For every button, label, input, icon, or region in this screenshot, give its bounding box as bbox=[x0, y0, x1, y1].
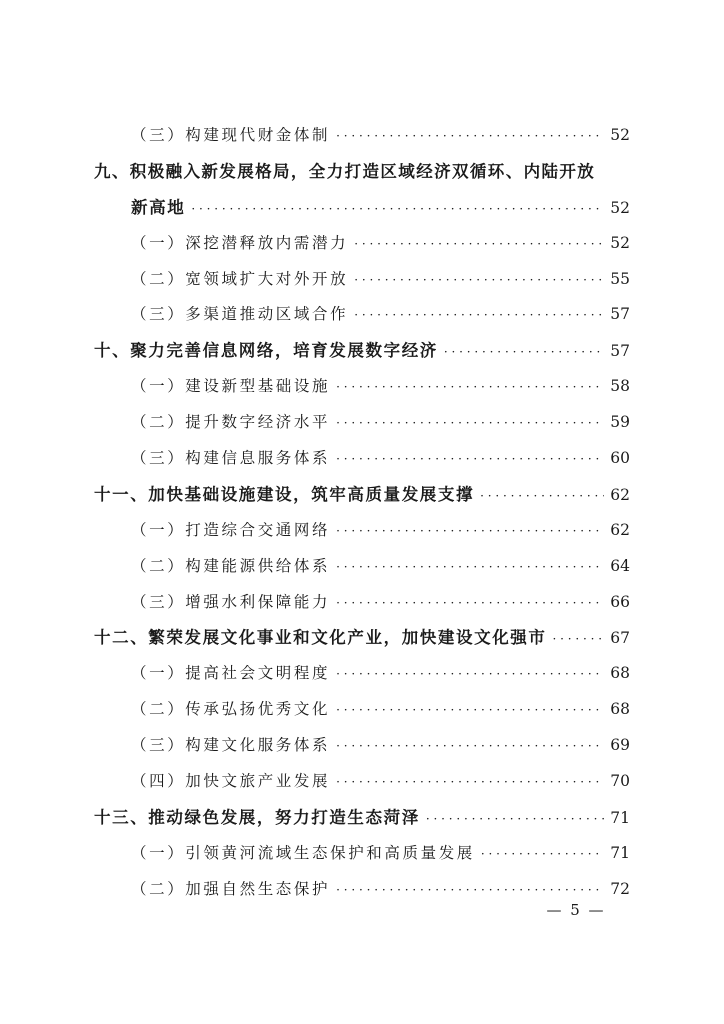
toc-dot-leader bbox=[336, 441, 604, 478]
toc-chapter-entry-continuation[interactable] bbox=[94, 190, 630, 226]
toc-subsection-entry[interactable] bbox=[94, 764, 630, 800]
toc-subsection-entry[interactable] bbox=[94, 405, 630, 441]
toc-page-number: 59 bbox=[610, 413, 630, 432]
toc-subsection-entry[interactable] bbox=[94, 369, 630, 405]
toc-page-number: 57 bbox=[610, 305, 630, 324]
toc-dot-leader bbox=[354, 226, 604, 263]
toc-chapter-entry[interactable] bbox=[94, 620, 630, 656]
toc-page-number: 58 bbox=[610, 377, 630, 396]
toc-entry-title: 十一、加快基础设施建设，筑牢高质量发展支撑 bbox=[94, 484, 475, 504]
toc-dot-leader bbox=[336, 656, 604, 693]
toc-page-number: 68 bbox=[610, 700, 630, 719]
toc-entry-title: 新高地 bbox=[131, 197, 186, 217]
toc-entry-title: 十、聚力完善信息网络，培育发展数字经济 bbox=[94, 341, 438, 361]
toc-dot-leader bbox=[336, 692, 604, 729]
toc-subsection-entry[interactable] bbox=[94, 226, 630, 262]
toc-page-number: 52 bbox=[610, 233, 630, 252]
toc-entry-title: （一）提高社会文明程度 bbox=[131, 664, 331, 683]
toc-entry-title: （三）多渠道推动区域合作 bbox=[131, 305, 349, 324]
toc-entry-title: （三）构建信息服务体系 bbox=[131, 449, 331, 468]
toc-entry-title: （四）加快文旅产业发展 bbox=[131, 772, 331, 791]
toc-page-number: 64 bbox=[610, 556, 630, 575]
toc-page-number: 70 bbox=[610, 772, 630, 791]
toc-dot-leader bbox=[354, 262, 604, 299]
toc-entry-title: （一）深挖潜释放内需潜力 bbox=[131, 233, 349, 252]
toc-chapter-entry[interactable] bbox=[94, 477, 630, 513]
toc-page-number: 67 bbox=[610, 629, 630, 648]
toc-page-number: 71 bbox=[610, 808, 630, 827]
table-of-contents bbox=[94, 118, 630, 908]
toc-entry-title: （一）引领黄河流域生态保护和高质量发展 bbox=[131, 843, 475, 862]
toc-entry-title: （二）构建能源供给体系 bbox=[131, 556, 331, 575]
toc-dot-leader bbox=[336, 405, 604, 442]
toc-entry-title: （三）构建现代财金体制 bbox=[131, 126, 331, 144]
toc-page-number: 62 bbox=[610, 485, 630, 504]
toc-dot-leader bbox=[481, 836, 604, 873]
toc-page-number: 69 bbox=[610, 736, 630, 755]
toc-page-number: 71 bbox=[610, 843, 630, 862]
toc-page-number: 57 bbox=[610, 342, 630, 361]
toc-entry-title: （二）加强自然生态保护 bbox=[131, 879, 331, 898]
toc-subsection-entry[interactable] bbox=[94, 297, 630, 333]
toc-chapter-entry[interactable] bbox=[94, 333, 630, 369]
toc-subsection-entry[interactable] bbox=[94, 836, 630, 872]
toc-dot-leader bbox=[191, 190, 604, 228]
toc-subsection-entry[interactable] bbox=[94, 656, 630, 692]
toc-dot-leader bbox=[336, 369, 604, 406]
toc-subsection-entry[interactable] bbox=[94, 728, 630, 764]
toc-dot-leader bbox=[336, 728, 604, 765]
toc-dot-leader bbox=[426, 800, 604, 838]
toc-page-number: 62 bbox=[610, 520, 630, 539]
toc-dot-leader bbox=[354, 297, 604, 334]
toc-entry-title: 十三、推动绿色发展，努力打造生态菏泽 bbox=[94, 807, 420, 827]
toc-chapter-entry[interactable] bbox=[94, 154, 630, 190]
toc-entry-title: 十二、繁荣发展文化事业和文化产业，加快建设文化强市 bbox=[94, 628, 547, 648]
toc-subsection-entry[interactable] bbox=[94, 262, 630, 298]
toc-dot-leader bbox=[444, 333, 604, 371]
toc-subsection-entry[interactable] bbox=[94, 692, 630, 728]
toc-subsection-entry[interactable] bbox=[94, 441, 630, 477]
toc-dot-leader bbox=[336, 585, 604, 622]
toc-page-number: 55 bbox=[610, 269, 630, 288]
toc-page-number: 72 bbox=[610, 879, 630, 898]
toc-entry-title: （二）宽领域扩大对外开放 bbox=[131, 269, 349, 288]
toc-dot-leader bbox=[553, 620, 605, 658]
toc-entry-title: （三）构建文化服务体系 bbox=[131, 736, 331, 755]
toc-dot-leader bbox=[336, 549, 604, 586]
toc-entry-title: （三）增强水利保障能力 bbox=[131, 592, 331, 611]
toc-entry-title: 九、积极融入新发展格局，全力打造区域经济双循环、内陆开放 bbox=[94, 161, 596, 181]
toc-dot-leader bbox=[336, 764, 604, 801]
toc-subsection-entry[interactable] bbox=[94, 513, 630, 549]
toc-dot-leader bbox=[480, 477, 604, 515]
toc-page-number: 52 bbox=[610, 126, 630, 144]
toc-dot-leader bbox=[336, 513, 604, 550]
toc-entry-title: （一）打造综合交通网络 bbox=[131, 520, 331, 539]
toc-entry-title: （二）提升数字经济水平 bbox=[131, 413, 331, 432]
toc-subsection-entry[interactable] bbox=[94, 549, 630, 585]
toc-entry-title: （一）建设新型基础设施 bbox=[131, 377, 331, 396]
page-number: — 5 — bbox=[546, 901, 606, 919]
toc-subsection-entry[interactable] bbox=[94, 118, 630, 154]
toc-page-number: 66 bbox=[610, 592, 630, 611]
toc-page-number: 60 bbox=[610, 449, 630, 468]
toc-chapter-entry[interactable] bbox=[94, 800, 630, 836]
toc-subsection-entry[interactable] bbox=[94, 585, 630, 621]
toc-page-number: 68 bbox=[610, 664, 630, 683]
toc-page-number: 52 bbox=[610, 198, 630, 217]
toc-entry-title: （二）传承弘扬优秀文化 bbox=[131, 700, 331, 719]
toc-dot-leader bbox=[336, 118, 604, 155]
